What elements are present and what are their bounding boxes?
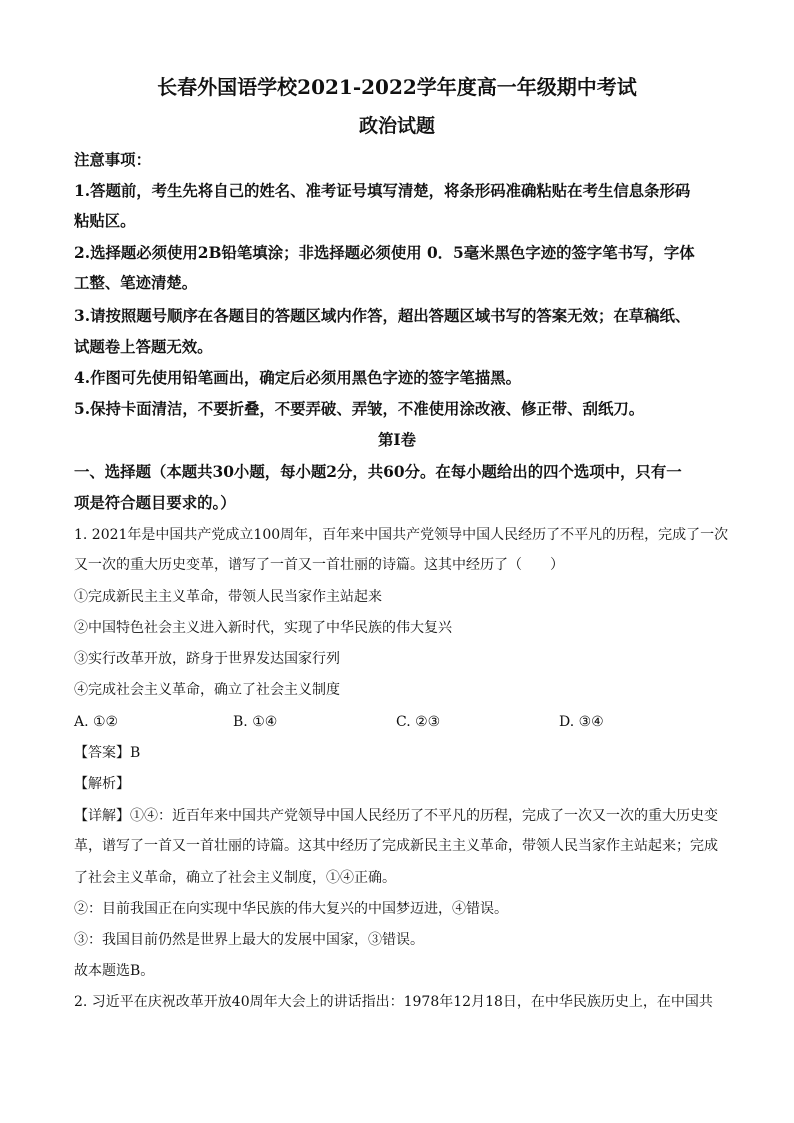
option-d: D. ③④ <box>559 714 604 730</box>
question-stem: 2. 习近平在庆祝改革开放40周年大会上的讲话指出：1978年12月18日，在中华民族历史上，在中国共 <box>74 994 713 1010</box>
question-stem: 1. 2021年是中国共产党成立100周年，百年来中国共产党领导中国人民经历了不平凡的历程，完成了一次 <box>74 527 729 543</box>
question-item: ④完成社会主义革命，确立了社会主义制度 <box>74 682 340 698</box>
notes-line: 工整、笔迹清楚。 <box>74 274 198 292</box>
question-stem: 又一次的重大历史变革，谱写了一首又一首壮丽的诗篇。这其中经历了（ ） <box>74 557 564 573</box>
section-heading: 一、选择题（本题共30小题，每小题2分，共60分。在每小题给出的四个选项中，只有一 <box>74 463 682 481</box>
notes-heading: 注意事项： <box>74 151 151 169</box>
detail-line: ②：目前我国正在向实现中华民族的伟大复兴的中国梦迈进，④错误。 <box>74 901 508 917</box>
option-c: C. ②③ <box>396 714 441 730</box>
detail-line: ③：我国目前仍然是世界上最大的发展中国家，③错误。 <box>74 932 424 948</box>
exam-subtitle: 政治试题 <box>358 115 435 137</box>
option-a: A. ①② <box>74 714 119 730</box>
notes-line: 粘贴区。 <box>74 212 136 230</box>
volume-heading: 第Ⅰ卷 <box>378 431 416 449</box>
analysis-label: 【解析】 <box>74 776 130 792</box>
question-item: ①完成新民主主义革命，带领人民当家作主站起来 <box>74 589 382 605</box>
section-heading: 项是符合题目要求的。） <box>74 494 236 512</box>
notes-line: 5.保持卡面清洁，不要折叠，不要弄破、弄皱，不准使用涂改液、修正带、刮纸刀。 <box>74 400 645 418</box>
notes-line: 试题卷上答题无效。 <box>74 338 213 356</box>
notes-line: 1.答题前，考生先将自己的姓名、准考证号填写清楚，将条形码准确粘贴在考生信息条形码 <box>74 182 691 200</box>
detail-line: 故本题选B。 <box>74 963 155 979</box>
detail-line: 革，谱写了一首又一首壮丽的诗篇。这其中经历了完成新民主主义革命，带领人民当家作主站起来；完成 <box>74 838 718 854</box>
exam-title: 长春外国语学校2021-2022学年度高一年级期中考试 <box>157 75 637 99</box>
answer-line: 【答案】B <box>74 745 141 761</box>
notes-line: 4.作图可先使用铅笔画出，确定后必须用黑色字迹的签字笔描黑。 <box>74 369 522 387</box>
option-b: B. ①④ <box>233 714 278 730</box>
notes-line: 2.选择题必须使用2B铅笔填涂；非选择题必须使用 0．5毫米黑色字迹的签字笔书写，字体 <box>74 244 695 262</box>
question-item: ②中国特色社会主义进入新时代，实现了中华民族的伟大复兴 <box>74 620 452 636</box>
detail-line: 了社会主义革命，确立了社会主义制度，①④正确。 <box>74 870 396 886</box>
question-item: ③实行改革开放，跻身于世界发达国家行列 <box>74 651 340 667</box>
notes-line: 3.请按照题号顺序在各题目的答题区域内作答，超出答题区域书写的答案无效；在草稿纸、 <box>74 307 691 325</box>
detail-line: 【详解】①④：近百年来中国共产党领导中国人民经历了不平凡的历程，完成了一次又一次的重大历史变 <box>74 808 718 824</box>
